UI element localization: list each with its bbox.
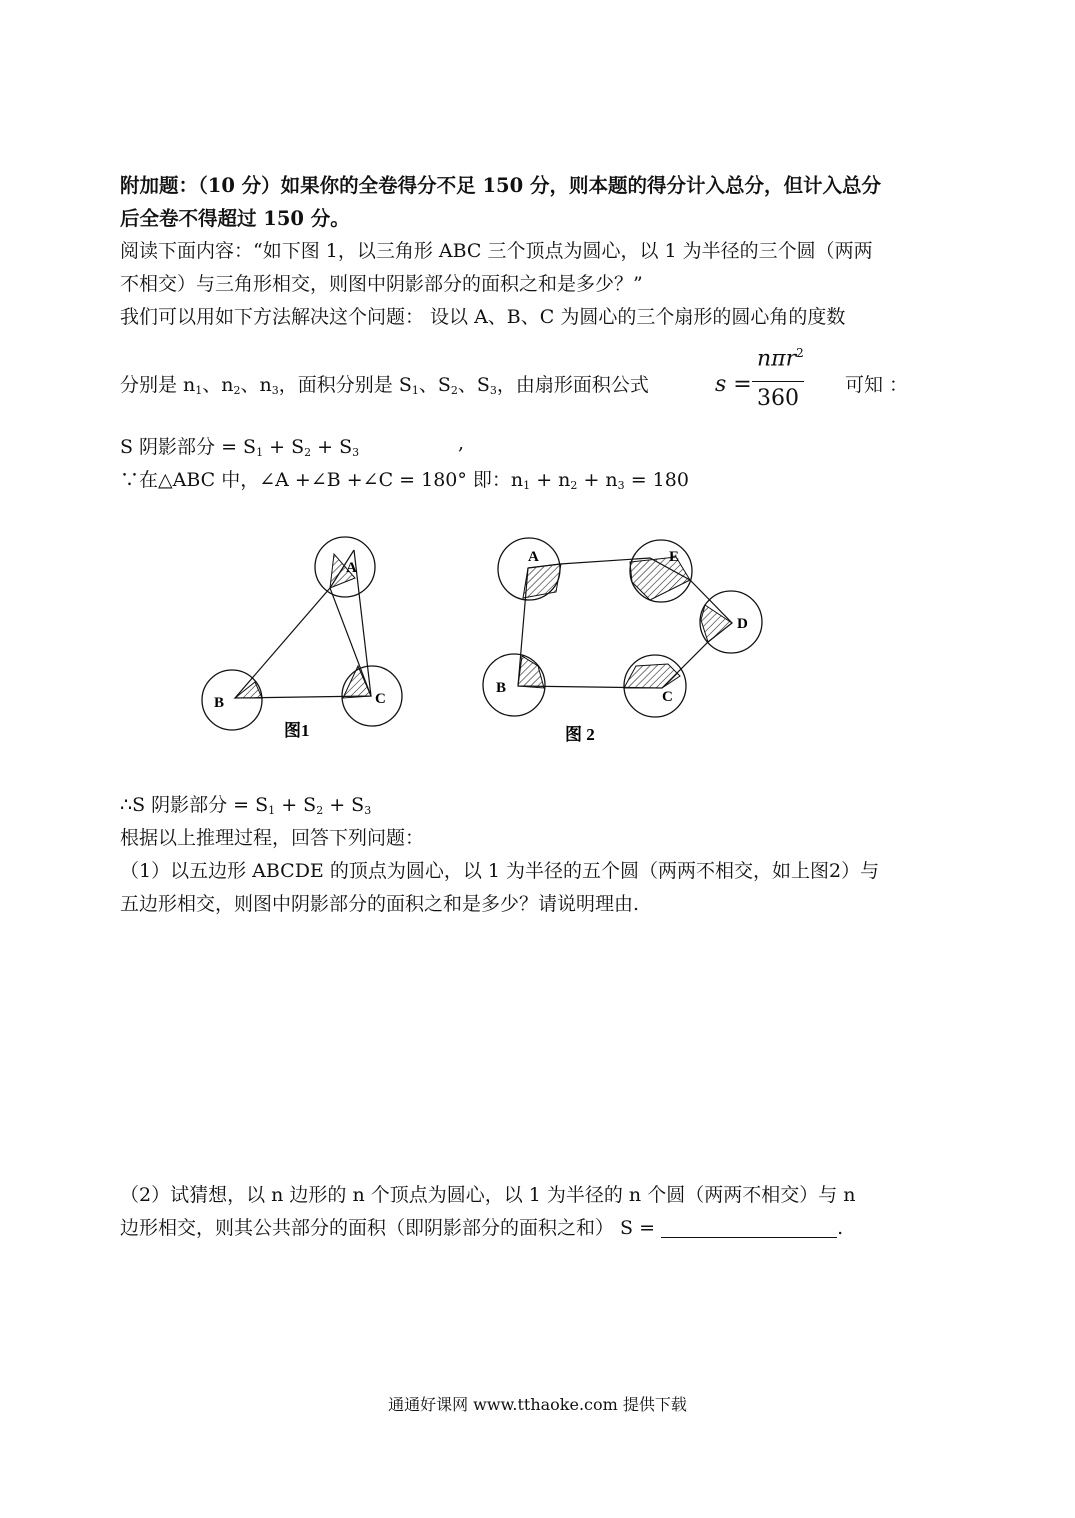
sector-d2 xyxy=(701,605,732,642)
intro-line-3: 我们可以用如下方法解决这个问题： 设以 A、B、C 为圆心的三个扇形的圆心角的度数 xyxy=(120,306,846,328)
sector-b2 xyxy=(518,656,544,688)
question-2-line-1: （2）试猜想，以 n 边形的 n 个顶点为圆心，以 1 为半径的 n 个圆（两两不相交）与 n xyxy=(120,1184,856,1206)
figure-2-caption: 图 2 xyxy=(565,725,595,744)
formula-after: 可知 ： xyxy=(845,374,909,396)
formula-lhs: s = xyxy=(715,372,752,397)
shaded-area-sum: S 阴影部分 = $S_1 + S_2 + S_3$ xyxy=(120,436,360,459)
question-1-line-2: 五边形相交，则图中阴影部分的面积之和是多少？请说明理由. xyxy=(120,893,640,915)
circle-b xyxy=(202,670,262,730)
formula-fraction-bar xyxy=(752,381,804,382)
label-a: A xyxy=(346,560,357,576)
sector-c2 xyxy=(624,664,680,688)
label-e2: E xyxy=(669,549,680,565)
bonus-question-title-line1: 附加题：（10 分）如果你的全卷得分不足 150 分，则本题的得分计入总分，但计入总分 xyxy=(120,174,881,197)
intro-line-2: 不相交）与三角形相交，则图中阴影部分的面积之和是多少？” xyxy=(120,273,643,295)
angle-sum-line: ∵在△ABC 中，∠A +∠B +∠C = 180° 即：$n_1 + n_2 + n_3 = 180$ xyxy=(120,469,689,492)
footer-text: 通通好课网 www.tthaoke.com 提供下载 xyxy=(388,1395,687,1414)
questions-lead: 根据以上推理过程，回答下列问题： xyxy=(120,827,425,849)
formula-denominator: 360 xyxy=(757,386,799,411)
label-c2: C xyxy=(662,689,673,705)
figure-2 xyxy=(483,538,762,744)
label-b: B xyxy=(214,695,225,711)
intro-line-1: 阅读下面内容：“如下图 1，以三角形 ABC 三个顶点为圆心，以 1 为半径的三个圆（两两 xyxy=(120,240,873,262)
label-d2: D xyxy=(737,616,748,632)
question-2-line-2: 边形相交，则其公共部分的面积（即阴影部分的面积之和） S = . xyxy=(120,1217,844,1239)
intro-line-4: 分别是 $n_1$、$n_2$、$n_3$，面积分别是 $S_1$、$S_2$、$S_3$，由扇形面积公式 xyxy=(120,374,649,397)
therefore-line: ∴S 阴影部分 = $S_1 + S_2 + S_3$ xyxy=(120,794,372,817)
label-c: C xyxy=(375,691,386,707)
question-1-line-1: （1）以五边形 ABCDE 的顶点为圆心，以 1 为半径的五个圆（两两不相交，如上图2）与 xyxy=(120,860,880,882)
label-a2: A xyxy=(528,549,539,565)
figure-1-caption: 图1 xyxy=(284,721,310,740)
label-b2: B xyxy=(496,680,507,696)
shaded-area-comma: , xyxy=(458,432,465,454)
answer-blank[interactable] xyxy=(661,1219,837,1238)
sector-a2 xyxy=(523,564,561,598)
figure-1 xyxy=(202,537,402,740)
formula-numerator: nπr$^2$ xyxy=(757,346,804,372)
bonus-question-title-line2: 后全卷不得超过 150 分。 xyxy=(120,207,350,230)
sector-c xyxy=(343,666,371,698)
figures-svg xyxy=(180,520,820,760)
